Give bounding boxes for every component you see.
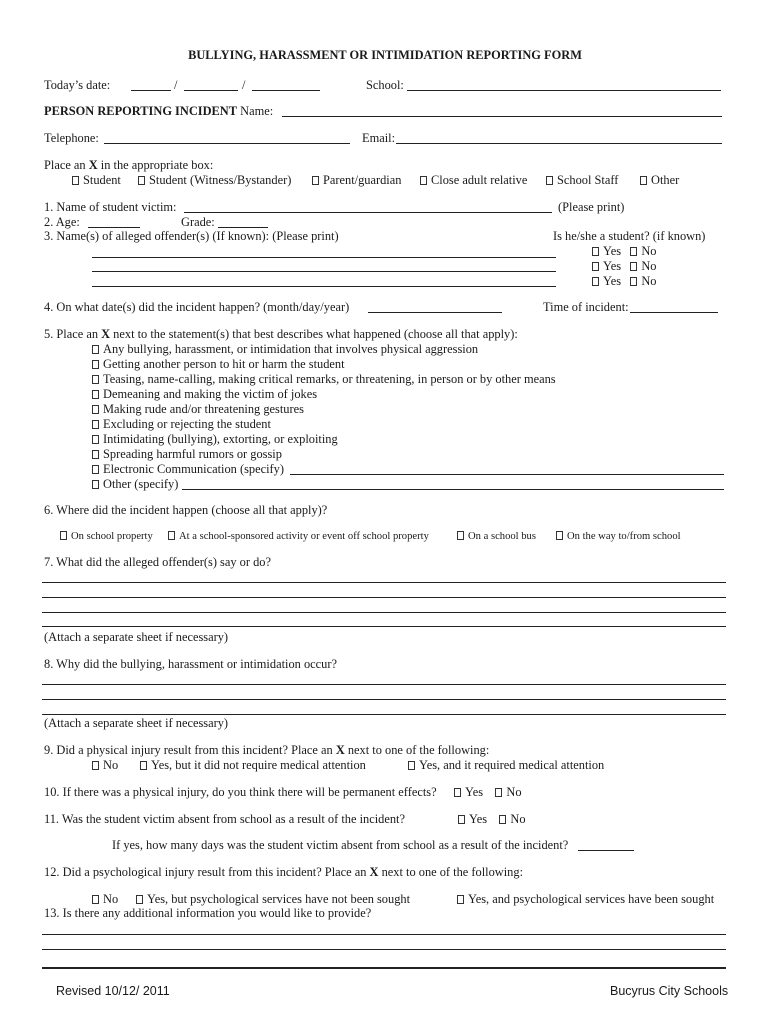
attach-note: (Attach a separate sheet if necessary) <box>44 630 229 644</box>
checkbox-icon[interactable] <box>92 375 99 384</box>
checkbox-icon[interactable] <box>138 176 145 185</box>
checkbox-icon[interactable] <box>630 277 637 286</box>
checkbox-icon[interactable] <box>457 531 464 540</box>
checkbox-icon[interactable] <box>92 360 99 369</box>
q5-option[interactable]: Teasing, name-calling, making critical remarks, or threatening, in person or by other means <box>92 372 556 386</box>
q12-option[interactable]: Yes, and psychological services have been sought <box>457 892 714 906</box>
incident-date-field[interactable] <box>368 312 502 313</box>
checkbox-icon[interactable] <box>92 405 99 414</box>
q8-answer-line[interactable] <box>42 714 726 715</box>
q6-label: 6. Where did the incident happen (choose all that apply)? <box>44 503 328 517</box>
role-option-relative[interactable]: Close adult relative <box>420 173 527 187</box>
school-field[interactable] <box>407 90 721 91</box>
checkbox-icon[interactable] <box>495 788 502 797</box>
q5-option[interactable]: Demeaning and making the victim of jokes <box>92 387 317 401</box>
q3-label: 3. Name(s) of alleged offender(s) (If known): (Please print) <box>44 229 339 243</box>
q8-answer-line[interactable] <box>42 699 726 700</box>
time-label: Time of incident: <box>543 300 629 314</box>
checkbox-icon[interactable] <box>92 450 99 459</box>
q2-grade-label: Grade: <box>181 215 215 229</box>
checkbox-icon[interactable] <box>92 480 99 489</box>
q6-option[interactable]: On the way to/from school <box>556 530 681 544</box>
checkbox-icon[interactable] <box>312 176 319 185</box>
please-print-note: (Please print) <box>558 200 625 214</box>
q12-option[interactable]: Yes, but psychological services have not been sought <box>136 892 410 906</box>
school-label: School: <box>366 78 404 92</box>
checkbox-icon[interactable] <box>640 176 647 185</box>
q6-option[interactable]: At a school-sponsored activity or event off school property <box>168 530 429 544</box>
electronic-specify-field[interactable] <box>290 474 724 475</box>
q4-label: 4. On what date(s) did the incident happen? (month/day/year) <box>44 300 350 314</box>
date-label: Today’s date: <box>44 78 111 92</box>
q10-choice[interactable]: Yes No <box>454 785 522 799</box>
q8-label: 8. Why did the bullying, harassment or intimidation occur? <box>44 657 337 671</box>
q11-label: 11. Was the student victim absent from school as a result of the incident? <box>44 812 405 826</box>
form-title: BULLYING, HARASSMENT OR INTIMIDATION REPORTING FORM <box>188 48 582 62</box>
checkbox-icon[interactable] <box>60 531 67 540</box>
reporter-name-field[interactable] <box>282 116 722 117</box>
checkbox-icon[interactable] <box>630 262 637 271</box>
footer-revised: Revised 10/12/ 2011 <box>56 984 170 998</box>
q5-option[interactable]: Any bullying, harassment, or intimidation that involves physical aggression <box>92 342 478 356</box>
q11-choice[interactable]: Yes No <box>458 812 526 826</box>
age-field[interactable] <box>88 227 140 228</box>
checkbox-icon[interactable] <box>92 390 99 399</box>
q7-answer-line[interactable] <box>42 612 726 613</box>
date-month-line[interactable] <box>131 90 171 91</box>
attach-note: (Attach a separate sheet if necessary) <box>44 716 229 730</box>
role-option-student[interactable]: Student <box>72 173 121 187</box>
checkbox-icon[interactable] <box>592 247 599 256</box>
checkbox-icon[interactable] <box>72 176 79 185</box>
offender-line[interactable] <box>92 271 556 272</box>
checkbox-icon[interactable] <box>499 815 506 824</box>
q12-option[interactable]: No <box>92 892 118 906</box>
role-option-witness[interactable]: Student (Witness/Bystander) <box>138 173 291 187</box>
q10-label: 10. If there was a physical injury, do you think there will be permanent effects? <box>44 785 437 799</box>
q12-label: 12. Did a psychological injury result from this incident? Place an X next to one of the following: <box>44 865 524 879</box>
q7-answer-line[interactable] <box>42 597 726 598</box>
other-specify-field[interactable] <box>182 489 724 490</box>
checkbox-icon[interactable] <box>458 815 465 824</box>
victim-name-field[interactable] <box>184 212 552 213</box>
checkbox-icon[interactable] <box>546 176 553 185</box>
q5-label: 5. Place an X next to the statement(s) that best describes what happened (choose all that apply): <box>44 327 518 341</box>
checkbox-icon[interactable] <box>592 262 599 271</box>
q6-option[interactable]: On a school bus <box>457 530 536 544</box>
grade-field[interactable] <box>218 227 268 228</box>
q9-option[interactable]: Yes, and it required medical attention <box>408 758 604 772</box>
checkbox-icon[interactable] <box>92 761 99 770</box>
q7-answer-line[interactable] <box>42 582 726 583</box>
q5-option[interactable]: Intimidating (bullying), extorting, or exploiting <box>92 432 338 446</box>
q9-option[interactable]: No <box>92 758 118 772</box>
offender-student-choice[interactable]: Yes No <box>592 274 656 288</box>
reporter-label: PERSON REPORTING INCIDENT Name: <box>44 104 274 118</box>
q5-option-electronic[interactable]: Electronic Communication (specify) <box>92 462 284 476</box>
checkbox-icon[interactable] <box>408 761 415 770</box>
q5-option[interactable]: Excluding or rejecting the student <box>92 417 271 431</box>
role-option-parent[interactable]: Parent/guardian <box>312 173 401 187</box>
date-year-line[interactable] <box>252 90 320 91</box>
q9-label: 9. Did a physical injury result from this incident? Place an X next to one of the following: <box>44 743 490 757</box>
telephone-label: Telephone: <box>44 131 99 145</box>
checkbox-icon[interactable] <box>92 435 99 444</box>
date-separator: / <box>174 78 178 92</box>
place-x-instruction: Place an X in the appropriate box: <box>44 158 214 172</box>
email-label: Email: <box>362 131 396 145</box>
checkbox-icon[interactable] <box>556 531 563 540</box>
q3-student-label: Is he/she a student? (if known) <box>553 229 706 243</box>
q5-option[interactable]: Spreading harmful rumors or gossip <box>92 447 282 461</box>
date-day-line[interactable] <box>184 90 238 91</box>
checkbox-icon[interactable] <box>140 761 147 770</box>
checkbox-icon[interactable] <box>92 895 99 904</box>
q5-option[interactable]: Getting another person to hit or harm the student <box>92 357 345 371</box>
q11-followup: If yes, how many days was the student victim absent from school as a result of the incident? <box>112 838 569 852</box>
q13-answer-line[interactable] <box>42 949 726 950</box>
q13-label: 13. Is there any additional information you would like to provide? <box>44 906 372 920</box>
checkbox-icon[interactable] <box>136 895 143 904</box>
q9-option[interactable]: Yes, but it did not require medical attention <box>140 758 366 772</box>
checkbox-icon[interactable] <box>168 531 175 540</box>
q5-option[interactable]: Making rude and/or threatening gestures <box>92 402 304 416</box>
q1-label: 1. Name of student victim: <box>44 200 177 214</box>
email-field[interactable] <box>396 143 722 144</box>
q7-label: 7. What did the alleged offender(s) say or do? <box>44 555 271 569</box>
checkbox-icon[interactable] <box>454 788 461 797</box>
footer-district: Bucyrus City Schools <box>610 984 729 998</box>
q13-answer-line[interactable] <box>42 934 726 935</box>
checkbox-icon[interactable] <box>630 247 637 256</box>
offender-line[interactable] <box>92 286 556 287</box>
q7-answer-line[interactable] <box>42 626 726 627</box>
role-option-other[interactable]: Other <box>640 173 679 187</box>
checkbox-icon[interactable] <box>92 465 99 474</box>
checkbox-icon[interactable] <box>457 895 464 904</box>
offender-line[interactable] <box>92 257 556 258</box>
checkbox-icon[interactable] <box>420 176 427 185</box>
telephone-field[interactable] <box>104 143 350 144</box>
offender-student-choice[interactable]: Yes No <box>592 259 656 273</box>
incident-time-field[interactable] <box>630 312 718 313</box>
q5-option-other[interactable]: Other (specify) <box>92 477 178 491</box>
q8-answer-line[interactable] <box>42 684 726 685</box>
checkbox-icon[interactable] <box>592 277 599 286</box>
offender-student-choice[interactable]: Yes No <box>592 244 656 258</box>
role-option-staff[interactable]: School Staff <box>546 173 618 187</box>
q2-age-label: 2. Age: <box>44 215 80 229</box>
date-separator: / <box>242 78 246 92</box>
q6-option[interactable]: On school property <box>60 530 153 544</box>
days-absent-field[interactable] <box>578 850 634 851</box>
footer-divider <box>42 967 726 969</box>
checkbox-icon[interactable] <box>92 345 99 354</box>
checkbox-icon[interactable] <box>92 420 99 429</box>
